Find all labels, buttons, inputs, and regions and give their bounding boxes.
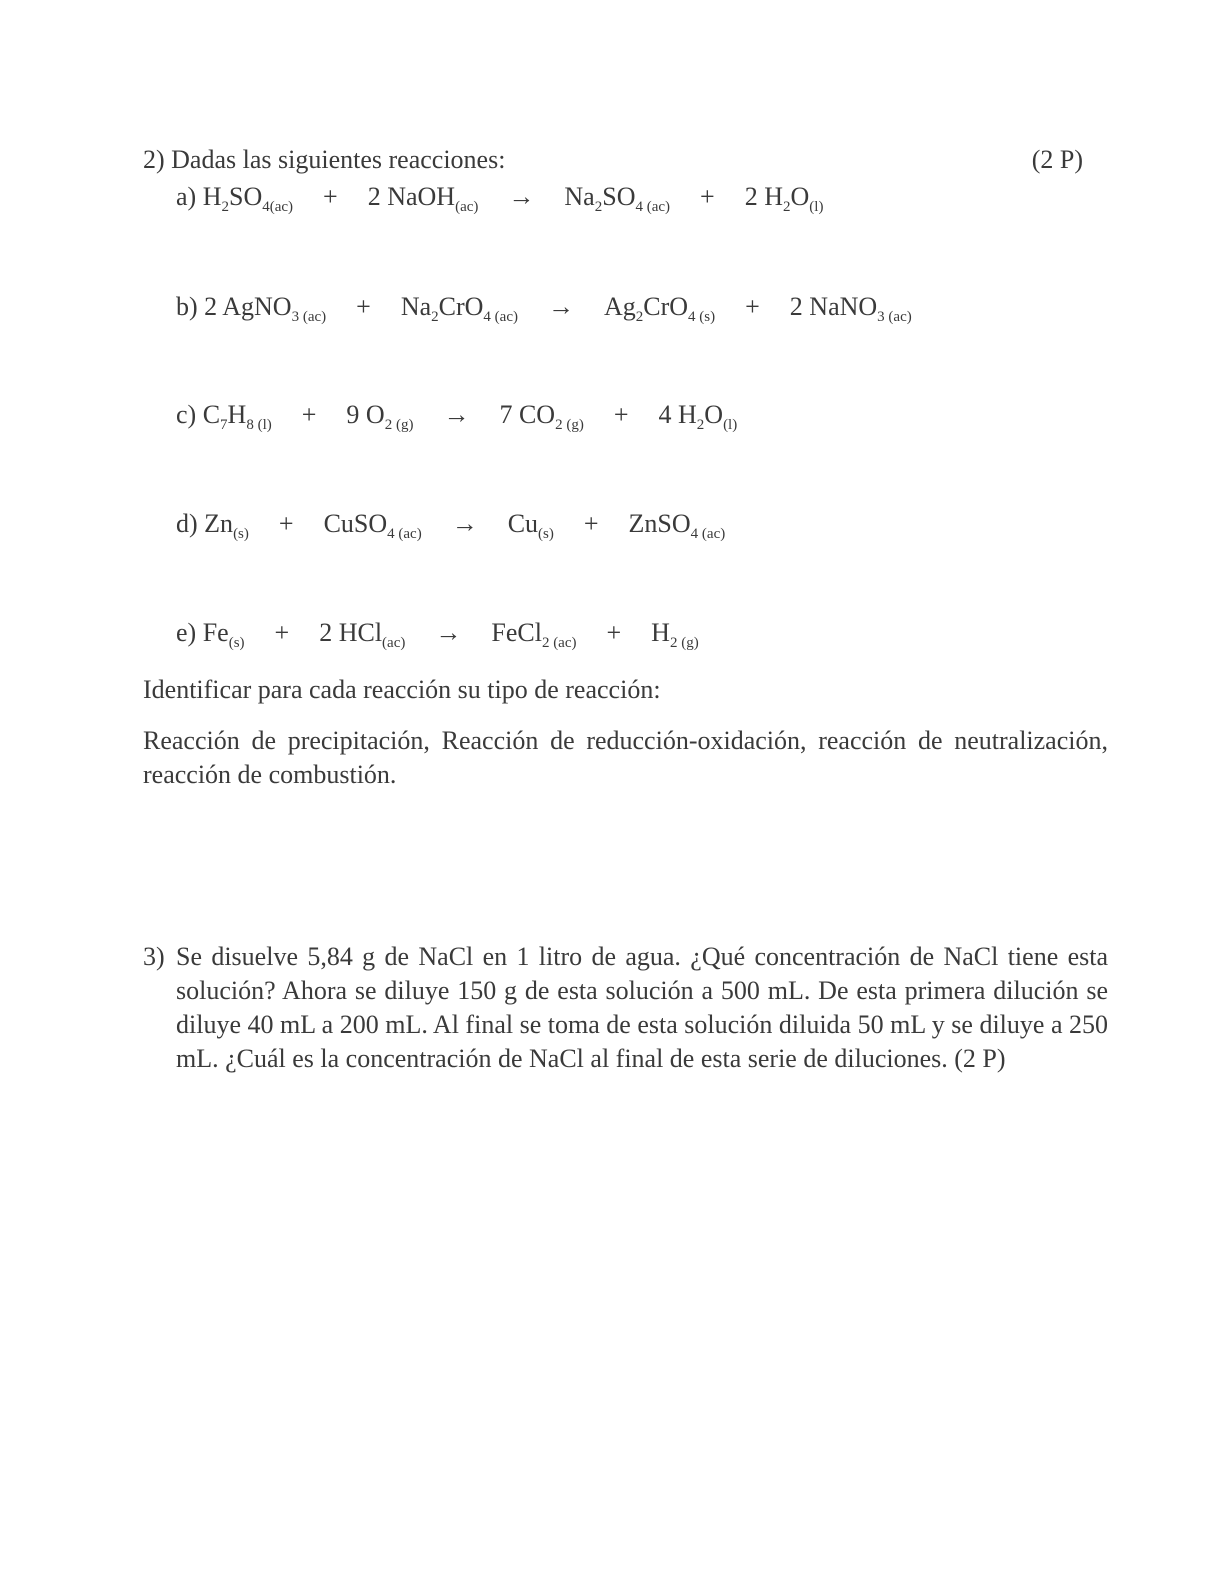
reaction-e <box>176 616 699 660</box>
formula-text: 2 NaNO <box>789 292 878 321</box>
formula-subscript: (s) <box>228 635 245 651</box>
plus-sign: + <box>606 618 622 647</box>
formula-text: H <box>227 400 247 429</box>
formula-text: 2 NaOH <box>367 182 456 211</box>
reaction-label: d) <box>176 509 205 538</box>
reaction-label: b) <box>176 292 205 321</box>
formula-text: 2 H <box>744 182 783 211</box>
reaction-arrow: → <box>451 509 478 538</box>
question-3 <box>143 940 1108 1076</box>
reaction-label: e) <box>176 618 203 647</box>
reaction-arrow: → <box>547 292 574 321</box>
formula-text: H <box>202 182 222 211</box>
formula-subscript: 4 (s) <box>688 309 716 325</box>
formula-subscript: 2 <box>783 199 791 215</box>
formula-subscript: 2 <box>635 309 644 325</box>
plus-sign: + <box>278 509 294 538</box>
formula-text: Ag <box>603 292 636 321</box>
formula-subscript: 3 (ac) <box>291 309 327 325</box>
plus-sign: + <box>356 292 371 321</box>
reaction-arrow: → <box>443 400 470 429</box>
formula-subscript: (l) <box>723 417 738 433</box>
reaction-b <box>176 290 912 334</box>
formula-text: SO <box>228 182 263 211</box>
reaction-d <box>176 507 725 551</box>
plus-sign: + <box>301 400 317 429</box>
question-2-title: 2) Dadas las siguientes reacciones: <box>143 145 506 174</box>
reaction-arrow: → <box>508 182 535 211</box>
formula-subscript: 2 (g) <box>555 417 584 433</box>
formula-text: CrO <box>643 292 689 321</box>
formula-subscript: 8 (l) <box>246 417 272 433</box>
formula-text: CuSO <box>323 509 388 538</box>
instruction-text: Identificar para cada reacción su tipo de reacción: <box>143 675 661 704</box>
formula-subscript: 4(ac) <box>262 199 294 215</box>
formula-text: SO <box>602 182 636 211</box>
reaction-label: c) <box>176 400 203 429</box>
formula-subscript: 2 <box>594 199 603 215</box>
formula-subscript: 7 <box>220 417 228 433</box>
reaction-types-text: Reacción de precipitación, Reacción de reducción-oxidación, reacción de neutralización, reacción de combustión. <box>143 726 1108 789</box>
formula-subscript: 4 (ac) <box>483 309 518 325</box>
formula-subscript: (ac) <box>382 635 406 651</box>
formula-subscript: 4 (ac) <box>690 526 726 542</box>
formula-text: ZnSO <box>628 509 691 538</box>
formula-text: Na <box>564 182 595 211</box>
formula-subscript: (s) <box>538 526 554 542</box>
reaction-label: a) <box>176 182 203 211</box>
formula-text: 4 H <box>658 400 697 429</box>
plus-sign: + <box>613 400 629 429</box>
formula-subscript: (s) <box>233 526 249 542</box>
question-3-number: 3) <box>143 942 165 971</box>
plus-sign: + <box>323 182 338 211</box>
formula-subscript: 2 (ac) <box>541 635 577 651</box>
formula-text: 2 HCl <box>319 618 383 647</box>
formula-text: O <box>790 182 810 211</box>
plus-sign: + <box>745 292 760 321</box>
formula-text: Cu <box>507 509 539 538</box>
formula-text: 7 CO <box>499 400 556 429</box>
formula-text: CrO <box>438 292 484 321</box>
formula-text: 2 AgNO <box>204 292 292 321</box>
formula-subscript: 2 (g) <box>384 417 414 433</box>
formula-text: FeCl <box>491 618 542 647</box>
formula-text: 9 O <box>346 400 385 429</box>
question-2-header <box>143 143 1083 177</box>
question-2-points: (2 P) <box>1031 145 1083 174</box>
formula-text: Na <box>400 292 432 321</box>
formula-subscript: 4 (ac) <box>635 199 671 215</box>
formula-text: C <box>202 400 221 429</box>
reaction-c <box>176 398 737 442</box>
reaction-arrow: → <box>435 618 462 647</box>
formula-subscript: 2 (g) <box>669 635 699 651</box>
formula-text: O <box>704 400 724 429</box>
formula-subscript: 2 <box>431 309 439 325</box>
question-3-text: Se disuelve 5,84 g de NaCl en 1 litro de agua. ¿Qué concentración de NaCl tiene esta solución? Ahora se diluye 150 g de esta solución a 500 mL. De esta primera dilución se diluye 40 mL a 200 mL. Al final se toma de esta solución diluida 50 mL y se diluye a 250 mL. ¿Cuál es la concentración de NaCl al final de esta serie de diluciones. (2 P) <box>176 942 1108 1073</box>
formula-subscript: 2 <box>221 199 229 215</box>
formula-text: Zn <box>204 509 234 538</box>
formula-subscript: 3 (ac) <box>877 309 912 325</box>
reaction-a <box>176 180 823 224</box>
formula-subscript: 2 <box>696 417 705 433</box>
formula-subscript: (ac) <box>455 199 479 215</box>
plus-sign: + <box>274 618 290 647</box>
plus-sign: + <box>700 182 715 211</box>
plus-sign: + <box>583 509 599 538</box>
formula-subscript: 4 (ac) <box>387 526 422 542</box>
formula-text: Fe <box>202 618 229 647</box>
formula-text: H <box>651 618 670 647</box>
formula-subscript: (l) <box>809 199 824 215</box>
